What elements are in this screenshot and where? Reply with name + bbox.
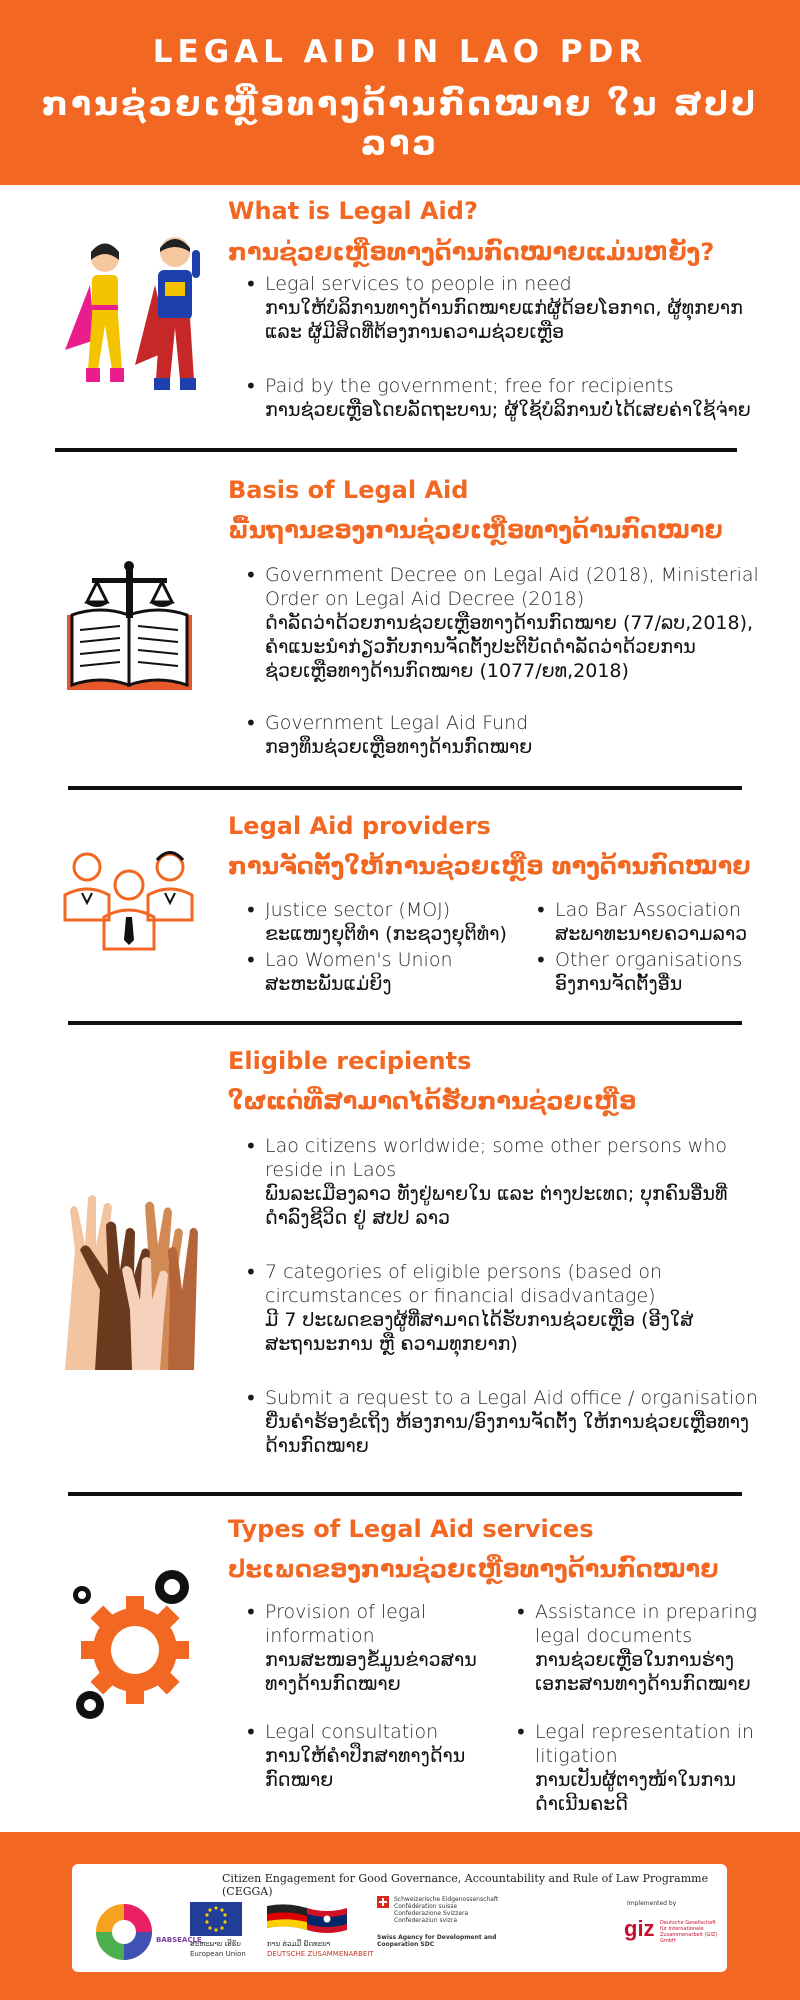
swiss-logo-line4: Confederaziun svizra	[394, 1917, 458, 1924]
section-basis-list	[245, 563, 765, 759]
swiss-logo-line3: Confederazione Svizzera	[394, 1910, 469, 1917]
list-item: • Government Legal Aid Fund ກອງທຶນຊ່ວຍເຫຼືອທາງດ້ານກົດໝາຍ	[245, 711, 765, 759]
giz-logo-text: giz	[624, 1916, 655, 1941]
header-banner	[0, 0, 800, 185]
title-english: LEGAL AID IN LAO PDR	[152, 34, 648, 70]
divider	[68, 786, 742, 790]
giz-de-logo-lao: ການ ຮ່ວມມື ພັດທະນາ	[267, 1940, 331, 1948]
section-eligible-title-lo: ໃຜແດ່ທີ່ສາມາດໄດ້ຮັບການຊ່ວຍເຫຼືອ	[228, 1087, 637, 1115]
divider	[68, 1492, 742, 1496]
section-eligible-list	[245, 1134, 765, 1458]
divider	[55, 448, 737, 452]
implemented-by-text: Implemented by	[627, 1900, 677, 1907]
german-lao-flags-icon	[267, 1902, 347, 1936]
title-lao: ການຊ່ວຍເຫຼືອທາງດ້ານກົດໝາຍ ໃນ ສປປ ລາວ	[41, 84, 759, 162]
swiss-logo-line1: Schweizerische Eidgenossenschaft	[394, 1896, 499, 1903]
people-group-icon	[62, 845, 197, 953]
divider	[68, 1021, 742, 1025]
list-item: • Provision of legal information ການສະໜອງຂໍ້ມູນຂ່າວສານທາງດ້ານກົດໝາຍ	[245, 1600, 495, 1696]
programme-name: Citizen Engagement for Good Governance, Accountability and Rule of Law Programme (CEGGA)	[222, 1872, 709, 1898]
eu-flag-icon	[190, 1902, 242, 1936]
section-basis-title-lo: ພື້ນຖານຂອງການຊ່ວຍເຫຼືອທາງດ້ານກົດໝາຍ	[228, 516, 723, 544]
sdc-logo-text: Swiss Agency for Development and Cooperation SDC	[377, 1934, 497, 1948]
section-providers-title-en: Legal Aid providers	[228, 812, 491, 840]
list-item: • Justice sector (MOJ) ຂະແໜງຍຸຕິທຳ (ກະຊວງຍຸຕິທຳ)	[245, 898, 525, 946]
section-providers-list-right	[535, 898, 775, 996]
list-item: • 7 categories of eligible persons (based on circumstances or financial disadvantage) ມີ 7 ປະເພດຂອງຜູ້ທີ່ສາມາດໄດ້ຮັບການຊ່ວຍເຫຼືອ (ອີງໃສ່ສະຖານະການ ຫຼື ຄວາມທຸກຍາກ)	[245, 1260, 765, 1356]
section-types-list-right	[515, 1600, 775, 1816]
list-item: • Legal consultation ການໃຫ້ຄຳປຶກສາທາງດ້ານກົດໝາຍ	[245, 1720, 495, 1792]
eu-logo-lao: ສະຫະພາບ ເອີຣົບ	[190, 1940, 241, 1948]
partner-logos-card	[72, 1864, 727, 1972]
list-item: • Government Decree on Legal Aid (2018), Ministerial Order on Legal Aid Decree (2018) ດຳລັດວ່າດ້ວຍການຊ່ວຍເຫຼືອທາງດ້ານກົດໝາຍ (77/ລບ,2018), ຄຳແນະນຳກ່ຽວກັບການຈັດຕັ້ງປະຕິບັດດຳລັດວ່າດ້ວຍການຊ່ວຍເຫຼືອທາງດ້ານກົດໝາຍ (1077/ຍທ,2018)	[245, 563, 765, 683]
giz-logo-subtitle: Deutsche Gesellschaft für Internationale Zusammenarbeit (GIZ) GmbH	[660, 1920, 718, 1944]
section-types-list-left	[245, 1600, 495, 1792]
section-eligible-title-en: Eligible recipients	[228, 1047, 472, 1075]
raised-hands-icon	[60, 1190, 200, 1370]
list-item: • Lao citizens worldwide; some other persons who reside in Laos ພົນລະເມືອງລາວ ທັງຢູ່ພາຍໃນ ແລະ ຕ່າງປະເທດ; ບຸກຄົນອື່ນທີ່ດຳລົງຊີວິດ ຢູ່ ສປປ ລາວ	[245, 1134, 765, 1230]
list-item: • Legal services to people in need ການໃຫ້ບໍລິການທາງດ້ານກົດໝາຍແກ່ຜູ້ດ້ອຍໂອກາດ, ຜູ້ທຸກຍາກ ແລະ ຜູ້ມີສິດທີ່ຕ້ອງການຄວາມຊ່ວຍເຫຼືອ	[245, 272, 765, 344]
babseacle-logo-icon	[94, 1902, 154, 1962]
list-item: • Other organisations ອົງການຈັດຕັ້ງອື່ນ	[535, 948, 775, 996]
superhero-couple-icon	[60, 230, 220, 400]
section-types-title-lo: ປະເພດຂອງການຊ່ວຍເຫຼືອທາງດ້ານກົດໝາຍ	[228, 1555, 719, 1583]
giz-de-logo-text: DEUTSCHE ZUSAMMENARBEIT	[267, 1950, 374, 1958]
list-item: • Submit a request to a Legal Aid office / organisation ຍື່ນຄຳຮ້ອງຂໍເຖິງ ຫ້ອງການ/ອົງການຈັດຕັ້ງ ໃຫ້ການຊ່ວຍເຫຼືອທາງດ້ານກົດໝາຍ	[245, 1386, 765, 1458]
list-item: • Lao Women's Union ສະຫະພັນແມ່ຍິງ	[245, 948, 525, 996]
babseacle-logo-text: BABSEACLE	[156, 1936, 202, 1944]
gears-icon	[70, 1565, 205, 1720]
section-basis-title-en: Basis of Legal Aid	[228, 476, 469, 504]
section-what-title-en: What is Legal Aid?	[228, 197, 478, 225]
section-what-title-lo: ການຊ່ວຍເຫຼືອທາງດ້ານກົດໝາຍແມ່ນຫຍັງ?	[228, 238, 715, 266]
footer-banner	[0, 1832, 800, 2000]
section-what-list	[245, 272, 765, 422]
swiss-logo-line2: Confédération suisse	[394, 1903, 458, 1910]
list-item: • Paid by the government; free for recipients ການຊ່ວຍເຫຼືອໂດຍລັດຖະບານ; ຜູ້ໃຊ້ບໍລິການບໍ່ໄດ້ເສຍຄ່າໃຊ້ຈ່າຍ	[245, 374, 765, 422]
section-types-title-en: Types of Legal Aid services	[228, 1515, 594, 1543]
swiss-cross-icon	[377, 1896, 389, 1908]
list-item: • Lao Bar Association ສະພາທະນາຍຄວາມລາວ	[535, 898, 775, 946]
list-item: • Assistance in preparing legal documents ການຊ່ວຍເຫຼືອໃນການຮ່າງເອກະສານທາງດ້ານກົດໝາຍ	[515, 1600, 775, 1696]
section-providers-title-lo: ການຈັດຕັ້ງໃຫ້ການຊ່ວຍເຫຼືອ ທາງດ້ານກົດໝາຍ	[228, 852, 751, 880]
section-providers-list-left	[245, 898, 525, 996]
list-item: • Legal representation in litigation ການເປັນຜູ້ຕາງໜ້າໃນການດຳເນີນຄະດີ	[515, 1720, 775, 1816]
eu-logo-text: European Union	[190, 1950, 246, 1958]
law-book-scales-icon	[62, 560, 197, 695]
